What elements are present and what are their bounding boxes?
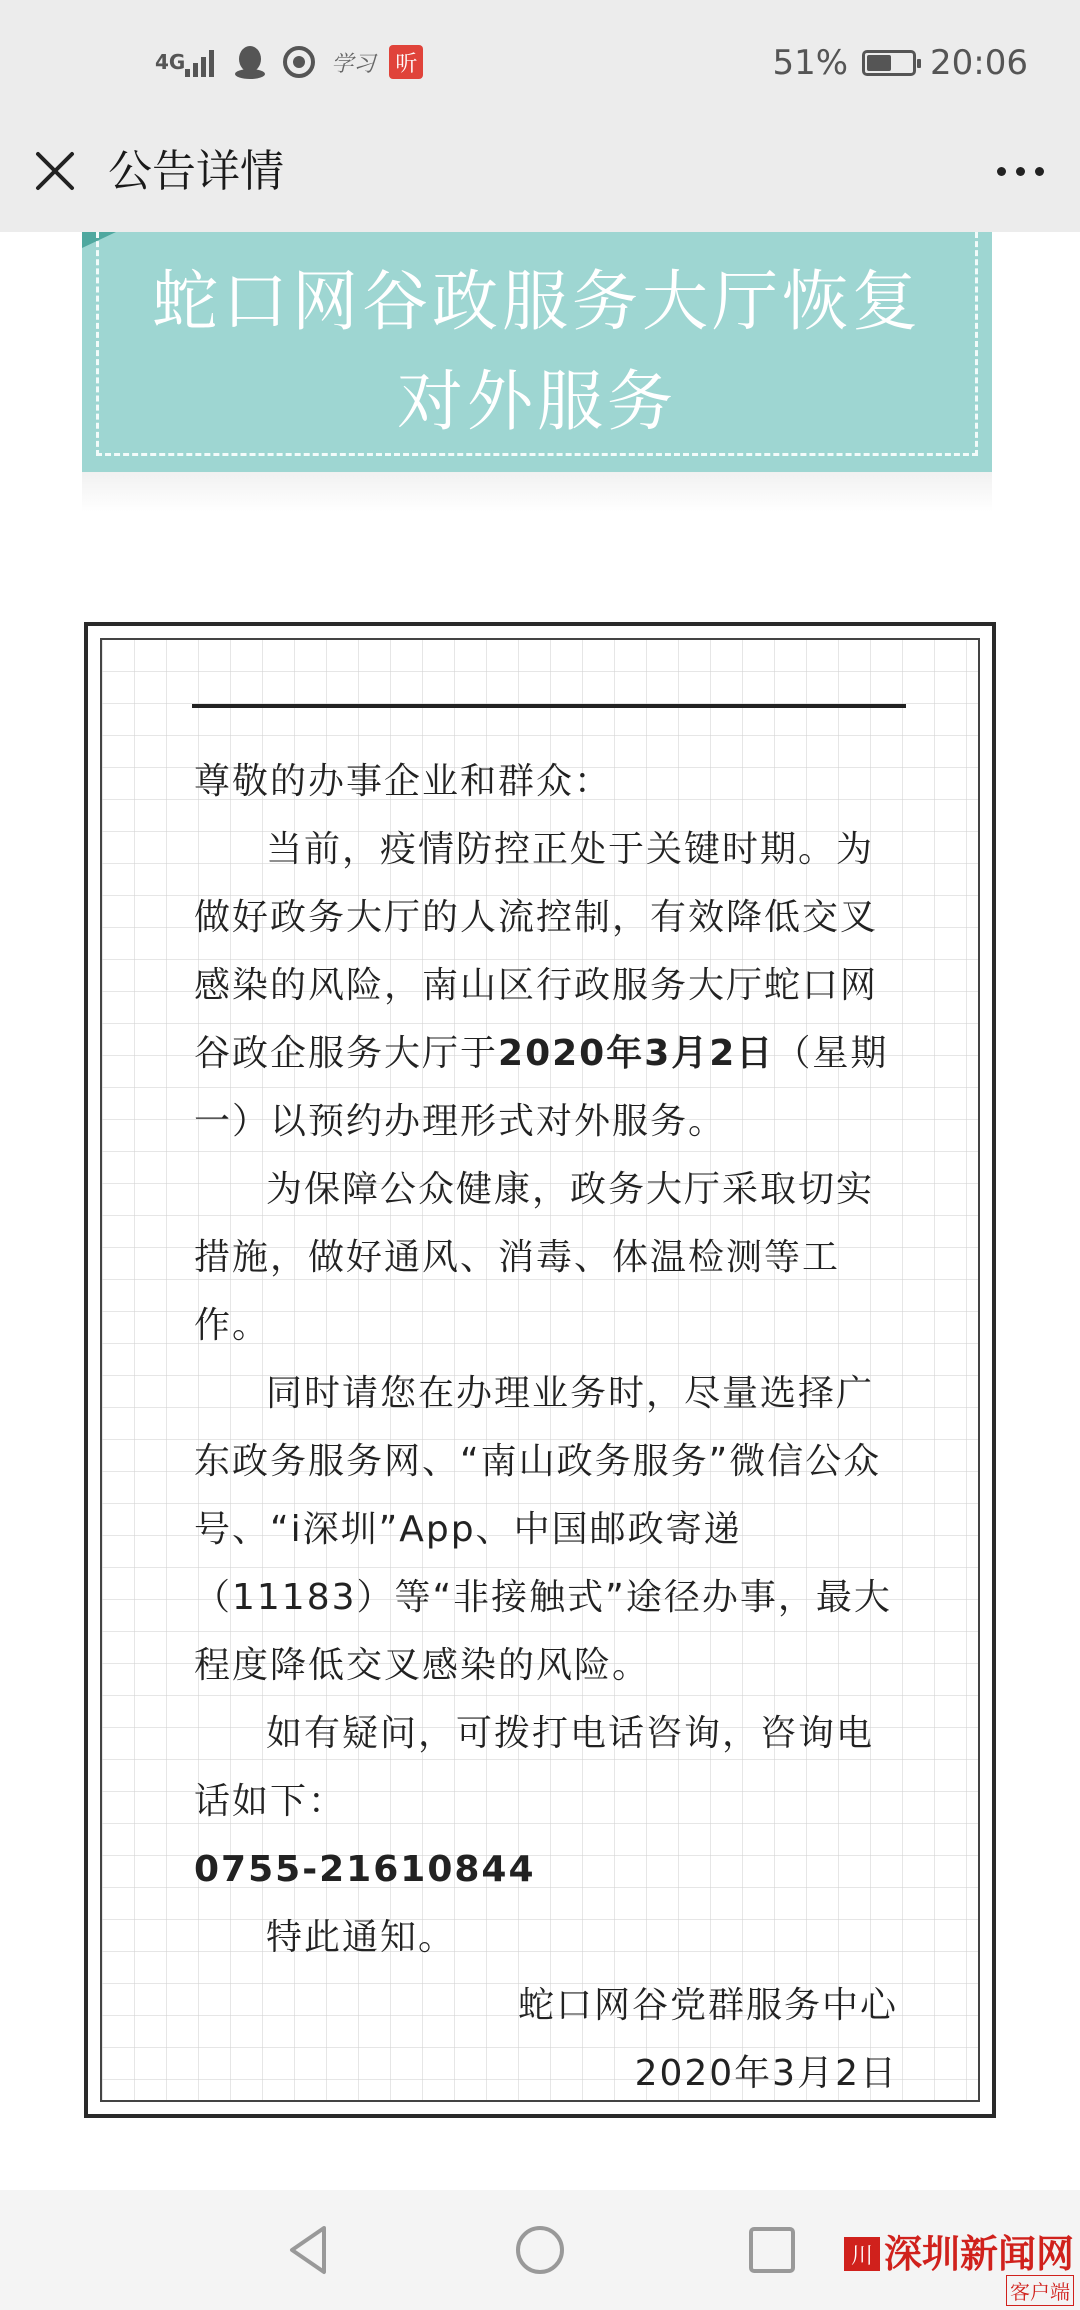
watermark-sub: 客户端 <box>1006 2275 1074 2306</box>
battery-percent: 51% <box>772 43 849 83</box>
battery-icon <box>862 50 916 76</box>
nav-bar <box>0 122 1080 232</box>
para1-text-b: （星期一）以预约办理形式对外服务。 <box>194 1033 889 1142</box>
ting-label: 听 <box>389 45 423 79</box>
ting-icon <box>389 42 423 82</box>
watermark-logo <box>844 2231 1074 2276</box>
dot <box>1035 167 1044 176</box>
notice-signature-date: 2020年3月2日 <box>634 2053 898 2094</box>
signal-icon <box>155 42 219 82</box>
notice-greeting: 尊敬的办事企业和群众： <box>194 761 613 802</box>
notice-card <box>84 622 996 2118</box>
more-icon[interactable] <box>990 144 1050 198</box>
system-nav-bar <box>0 2190 1080 2310</box>
network-type: 4G <box>155 50 186 74</box>
para1-date: 2020年3月2日 <box>498 1033 775 1074</box>
dot <box>997 167 1006 176</box>
banner <box>82 232 992 472</box>
status-icons <box>155 38 423 86</box>
dot <box>1016 167 1025 176</box>
banner-line-1: 蛇口网谷政服务大厅恢复 <box>152 263 922 340</box>
clock: 20:06 <box>930 43 1028 83</box>
notice-grid-paper <box>100 638 980 2102</box>
notice-paragraph-2: 为保障公众健康，政务大厅采取切实措施，做好通风、消毒、体温检测等工作。 <box>194 1169 875 1346</box>
banner-title <box>82 252 992 452</box>
xuexi-label: 学习 <box>331 51 376 77</box>
notice-body <box>194 748 898 2108</box>
para1-text-a: 当前，疫情防控正处于关键时期。为做好政务大厅的人流控制，有效降低交叉感染的风险，南山区行政服务大厅蛇口网谷政企服务大厅于 <box>194 829 879 1074</box>
close-icon[interactable] <box>28 144 82 198</box>
notice-closing: 特此通知。 <box>266 1917 457 1958</box>
qq-icon <box>233 42 267 82</box>
notice-phone: 0755-21610844 <box>194 1849 536 1890</box>
notice-paragraph-1 <box>194 816 898 1156</box>
watermark-name: 深圳新闻网 <box>883 2231 1074 2276</box>
banner-line-2: 对外服务 <box>397 363 677 440</box>
notice-top-rule <box>192 704 906 708</box>
notice-paragraph-3: 同时请您在办理业务时，尽量选择广东政务服务网、“南山政务服务”微信公众号、“i深圳”App、中国邮政寄递（11183）等“非接触式”途径办事，最大程度降低交叉感染的风险。 <box>194 1373 892 1686</box>
xuexi-icon <box>331 42 375 82</box>
battery-level <box>867 55 891 71</box>
page-title: 公告详情 <box>108 146 284 197</box>
banner-shadow <box>82 472 992 512</box>
status-bar <box>0 0 1080 122</box>
home-icon[interactable] <box>510 2220 570 2280</box>
back-icon[interactable] <box>280 2220 340 2280</box>
status-right <box>772 40 1028 86</box>
notice-paragraph-4: 如有疑问，可拨打电话咨询，咨询电话如下： <box>194 1713 875 1822</box>
recent-apps-icon[interactable] <box>742 2220 802 2280</box>
notice-signature-org: 蛇口网谷党群服务中心 <box>517 1985 898 2026</box>
watermark <box>844 2231 1074 2306</box>
watermark-mark: 川 <box>844 2237 880 2271</box>
weibo-icon <box>281 42 317 82</box>
